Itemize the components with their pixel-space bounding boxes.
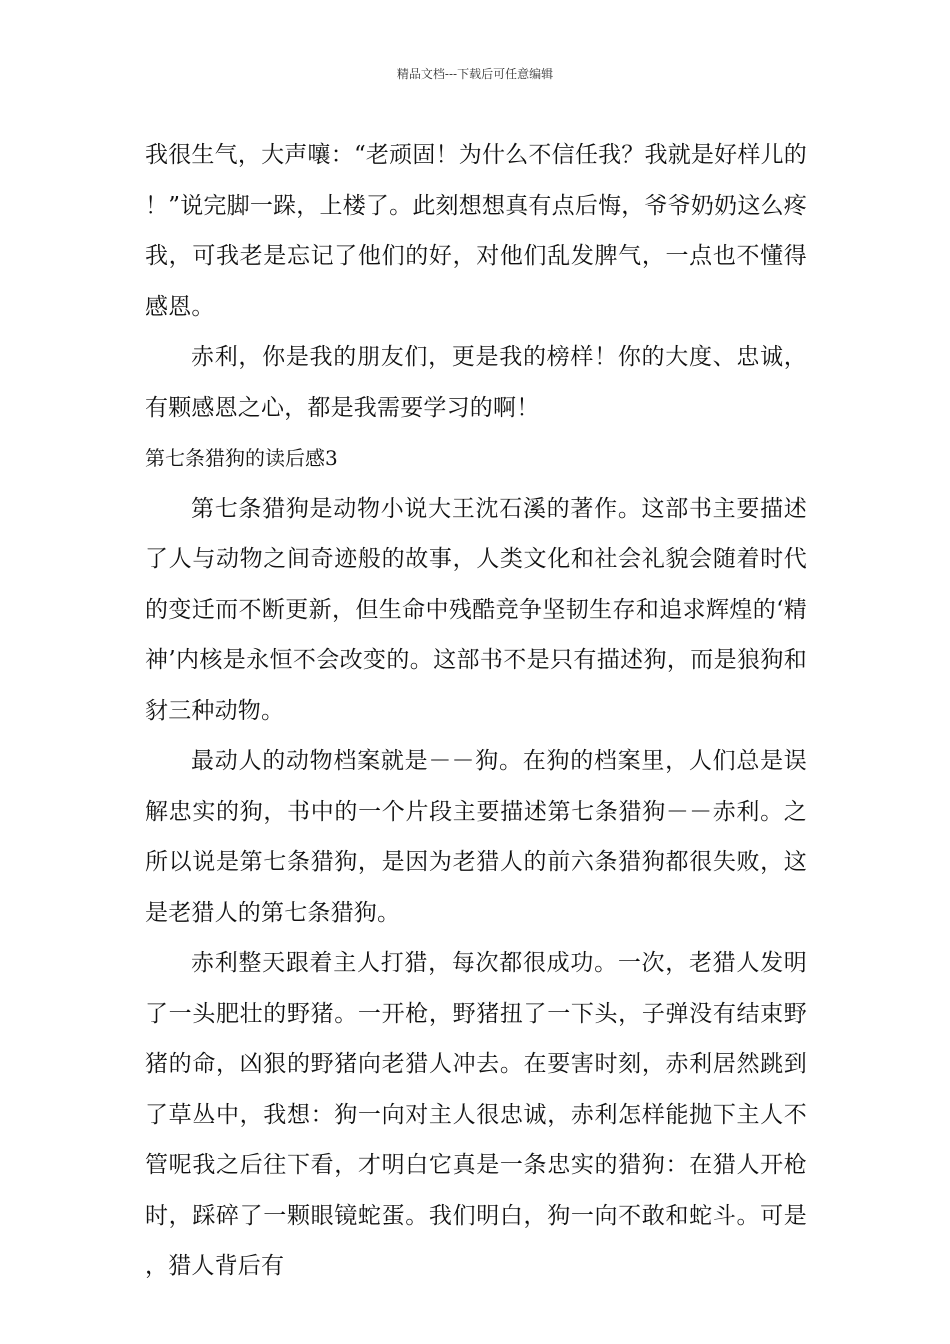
paragraph-2: 赤利，你是我的朋友们，更是我的榜样！你的大度、忠诚，有颗感恩之心，都是我需要学习的啊！ — [145, 344, 807, 421]
page-header: 精品文档---下载后可任意编辑 — [396, 67, 554, 81]
section-heading: 第七条猎狗的读后感3 — [145, 446, 338, 470]
paragraph-4: 最动人的动物档案就是－－狗。在狗的档案里，人们总是误解忠实的狗，书中的一个片段主要描述第七条猎狗－－赤利。之所以说是第七条猎狗，是因为老猎人的前六条猎狗都很失败，这是老猎人的第七条猎狗。 — [145, 748, 807, 926]
body-text — [145, 130, 807, 1292]
paragraph-5: 赤利整天跟着主人打猎，每次都很成功。一次，老猎人发明了一头肥壮的野猪。一开枪，野猪扭了一下头，子弹没有结束野猪的命，凶狠的野猪向老猎人冲去。在要害时刻，赤利居然跳到了草丛中，我想：狗一向对主人很忠诚，赤利怎样能抛下主人不管呢我之后往下看，才明白它真是一条忠实的猎狗：在猎人开枪时，踩碎了一颗眼镜蛇蛋。我们明白，狗一向不敢和蛇斗。可是，猎人背后有 — [145, 950, 807, 1279]
paragraph-3: 第七条猎狗是动物小说大王沈石溪的著作。这部书主要描述了人与动物之间奇迹般的故事，人类文化和社会礼貌会随着时代的变迁而不断更新，但生命中残酷竞争坚韧生存和追求辉煌的‘精神’内核是永恒不会改变的。这部书不是只有描述狗，而是狼狗和豺三种动物。 — [145, 495, 807, 724]
paragraph-1: 我很生气，大声嚷：“老顽固！为什么不信任我？我就是好样儿的！”说完脚一跺，上楼了。此刻想想真有点后悔，爷爷奶奶这么疼我，可我老是忘记了他们的好，对他们乱发脾气，一点也不懂得感恩。 — [145, 142, 807, 320]
